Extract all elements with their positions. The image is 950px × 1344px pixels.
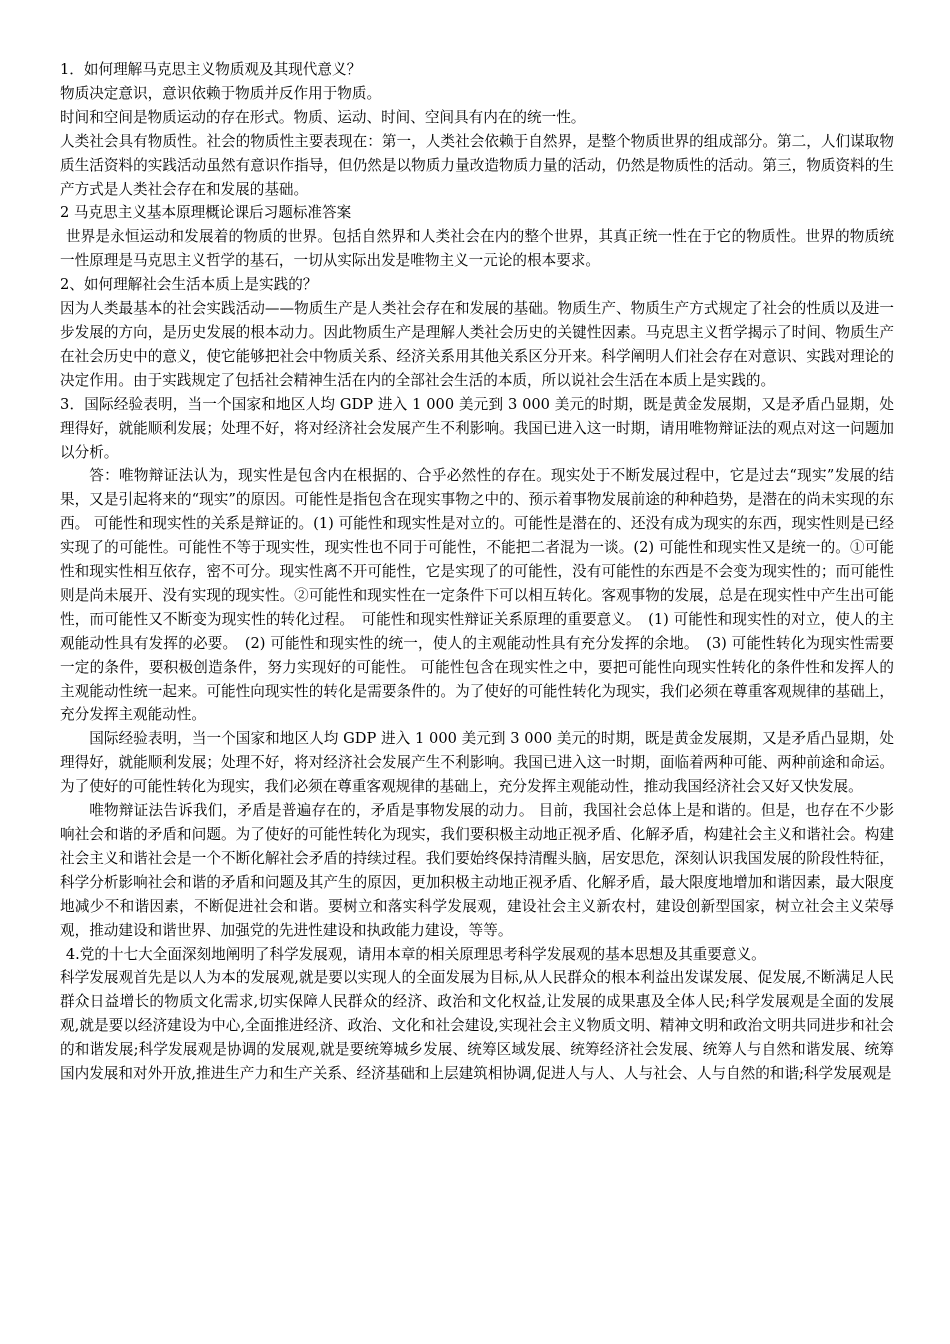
question-1-answer-line-1: 物质决定意识，意识依赖于物质并反作用于物质。 (60, 84, 382, 102)
question-4-title: 4.党的十七大全面深刻地阐明了科学发展观，请用本章的相关原理思考科学发展观的基本思想及其重要意义。 (65, 945, 766, 963)
section-heading: 2 马克思主义基本原理概论课后习题标准答案 (60, 204, 352, 222)
question-2-answer: 因为人类最基本的社会实践活动——物质生产是人类社会存在和发展的基础。物质生产、物质生产方式规定了社会的性质以及进一步发展的方向，是历史发展的根本动力。因此物质生产是理解人类社会历史的关键性因素。马克思主义哲学揭示了时间、物质生产在社会历史中的意义，使它能够把社会中物质关系、经济关系用其他关系区分开来。科学阐明人们社会存在对意识、实践对理论的决定作用。由于实践规定了包括社会精神生活在内的全部社会生活的本质，所以说社会生活在本质上是实践的。 (60, 300, 894, 389)
question-3-answer-paragraph-3: 唯物辩证法告诉我们，矛盾是普遍存在的，矛盾是事物发展的动力。 目前，我国社会总体上是和谐的。但是，也存在不少影响社会和谐的矛盾和问题。为了使好的可能性转化为现实，我们要积极主动地正视矛盾、化解矛盾，构建社会主义和谐社会。构建社会主义和谐社会是一个不断化解社会矛盾的持续过程。我们要始终保持清醒头脑，居安思危，深刻认识我国发展的阶段性特征，科学分析影响社会和谐的矛盾和问题及其产生的原因，更加积极主动地正视矛盾、化解矛盾，最大限度地增加和谐因素，最大限度地减少不和谐因素，不断促进社会和谐。要树立和落实科学发展观，建设社会主义新农村，建设创新型国家，树立社会主义荣辱观，推动建设和谐世界、加强党的先进性建设和执政能力建设，等等。 (60, 802, 894, 939)
question-1-answer-paragraph: 人类社会具有物质性。社会的物质性主要表现在：第一，人类社会依赖于自然界，是整个物质世界的组成部分。第二，人们谋取物质生活资料的实践活动虽然有意识作指导，但仍然是以物质力量改造物质力量的活动，仍然是物质性的活动。第三，物质资料的生产方式是人类社会存在和发展的基础。 (60, 132, 894, 198)
document-page (60, 58, 894, 1086)
question-3-answer-paragraph-2: 国际经验表明，当一个国家和地区人均 GDP 进入 1 000 美元到 3 000 美元的时期，既是黄金发展期，又是矛盾凸显期，处理得好，就能顺利发展；处理不好，将对经济社会发展产生不利影响。我国已进入这一时期，面临着两种可能、两种前途和命运。为了使好的可能性转化为现实，我们必须在尊重客观规律的基础上，充分发挥主观能动性，推动我国经济社会又好又快发展。 (60, 730, 894, 796)
question-1-title: 1．如何理解马克思主义物质观及其现代意义？ (60, 61, 362, 78)
world-unity-paragraph: 世界是永恒运动和发展着的物质的世界。包括自然界和人类社会在内的整个世界，其真正统一性在于它的物质性。世界的物质统一性原理是马克思主义哲学的基石，一切从实际出发是唯物主义一元论的根本要求。 (60, 228, 894, 270)
question-1-answer-line-2: 时间和空间是物质运动的存在形式。物质、运动、时间、空间具有内在的统一性。 (60, 108, 586, 126)
question-3-answer-paragraph-1: 答：唯物辩证法认为，现实性是包含内在根据的、合乎必然性的存在。现实处于不断发展过程中，它是过去“现实”发展的结果，又是引起将来的“现实”的原因。可能性是指包含在现实事物之中的、预示着事物发展前途的种种趋势，是潜在的尚未实现的东西。 可能性和现实性的关系是辩证的。(1) 可能性和现实性是对立的。可能性是潜在的、还没有成为现实的东西，现实性则是已经实现了的可能性。可能性不等于现实性，现实性也不同于可能性，不能把二者混为一谈。(2) 可能性和现实性又是统一的。①可能性和现实性相互依存，密不可分。现实性离不开可能性，它是实现了的可能性，没有可能性的东西是不会变为现实性的；而可能性则是尚未展开、没有实现的现实性。②可能性和现实性在一定条件下可以相互转化。客观事物的发展，总是在现实性中产生出可能性，而可能性又不断变为现实性的转化过程。 可能性和现实性辩证关系原理的重要意义。 (1) 可能性和现实性的对立，使人的主观能动性具有发挥的必要。 (2) 可能性和现实性的统一，使人的主观能动性具有充分发挥的余地。 (3) 可能性转化为现实性需要一定的条件，要积极创造条件，努力实现好的可能性。 可能性包含在现实性之中，要把可能性向现实性转化的条件性和发挥人的主观能动性统一起来。可能性向现实性的转化是需要条件的。为了使好的可能性转化为现实，我们必须在尊重客观规律的基础上，充分发挥主观能动性。 (60, 467, 894, 724)
question-4-answer: 科学发展观首先是以人为本的发展观,就是要以实现人的全面发展为目标,从人民群众的根本利益出发谋发展、促发展,不断满足人民群众日益增长的物质文化需求,切实保障人民群众的经济、政治和文化权益,让发展的成果惠及全体人民;科学发展观是全面的发展观,就是要以经济建设为中心,全面推进经济、政治、文化和社会建设,实现社会主义物质文明、精神文明和政治文明共同进步和社会的和谐发展;科学发展观是协调的发展观,就是要统筹城乡发展、统筹区域发展、统筹经济社会发展、统筹人与自然和谐发展、统筹国内发展和对外开放,推进生产力和生产关系、经济基础和上层建筑相协调,促进人与人、人与社会、人与自然的和谐;科学发展观是 (60, 969, 894, 1083)
question-2-title: 2、如何理解社会生活本质上是实践的？ (60, 276, 318, 294)
question-3-title: 3．国际经验表明，当一个国家和地区人均 GDP 进入 1 000 美元到 3 000 美元的时期，既是黄金发展期，又是矛盾凸显期，处理得好，就能顺利发展；处理不好，将对经济社会发展产生不利影响。我国已进入这一时期，请用唯物辩证法的观点对这一问题加以分析。 (60, 395, 894, 461)
